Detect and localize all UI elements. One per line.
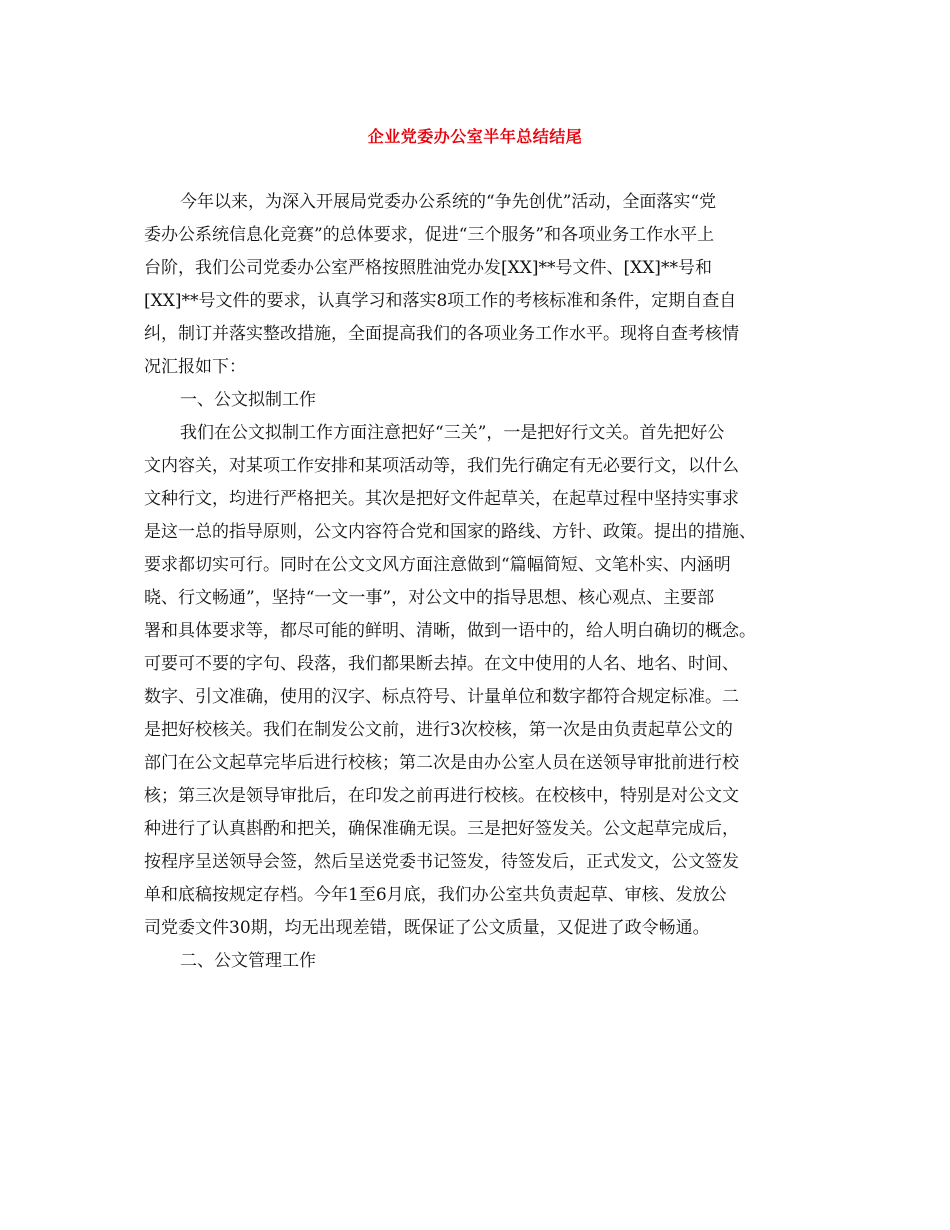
body-text-line: 核；第三次是领导审批后，在印发之前再进行校核。在校核中，特别是对公文文 bbox=[144, 786, 739, 806]
body-text-line: 一、公文拟制工作 bbox=[180, 390, 316, 410]
body-text-line: 文内容关，对某项工作安排和某项活动等，我们先行确定有无必要行文，以什么 bbox=[144, 456, 739, 476]
body-text-line: 我们在公文拟制工作方面注意把好“三关”，一是把好行文关。首先把好公 bbox=[180, 423, 725, 443]
body-text-line: 纠，制订并落实整改措施，全面提高我们的各项业务工作水平。现将自查考核情 bbox=[144, 324, 739, 344]
body-text-line: 单和底稿按规定存档。今年1至6月底，我们办公室共负责起草、审核、发放公 bbox=[144, 885, 727, 905]
body-text-line: 可要可不要的字句、段落，我们都果断去掉。在文中使用的人名、地名、时间、 bbox=[144, 654, 739, 674]
body-text-line: 种进行了认真斟酌和把关，确保准确无误。三是把好签发关。公文起草完成后， bbox=[144, 819, 739, 839]
body-text-line: 晓、行文畅通”，坚持“一文一事”，对公文中的指导思想、核心观点、主要部 bbox=[144, 588, 715, 608]
document-title: 企业党委办公室半年总结结尾 bbox=[367, 127, 583, 146]
body-text-line: 是把好校核关。我们在制发公文前，进行3次校核，第一次是由负责起草公文的 bbox=[144, 720, 733, 740]
body-text-line: 今年以来，为深入开展局党委办公系统的“争先创优”活动，全面落实“党 bbox=[180, 192, 717, 212]
body-text-line: 部门在公文起草完毕后进行校核；第二次是由办公室人员在送领导审批前进行校 bbox=[144, 753, 739, 773]
body-text-line: [XX]**号文件的要求，认真学习和落实8项工作的考核标准和条件，定期自查自 bbox=[144, 291, 737, 311]
body-text-line: 台阶，我们公司党委办公室严格按照胜油党办发[XX]**号文件、[XX]**号和 bbox=[144, 258, 712, 278]
body-text-line: 要求都切实可行。同时在公文文风方面注意做到“篇幅简短、文笔朴实、内涵明 bbox=[144, 555, 731, 575]
body-text-line: 文种行文，均进行严格把关。其次是把好文件起草关，在起草过程中坚持实事求 bbox=[144, 489, 739, 509]
body-text-line: 况汇报如下： bbox=[144, 357, 246, 377]
body-text-line: 数字、引文准确，使用的汉字、标点符号、计量单位和数字都符合规定标准。二 bbox=[144, 687, 739, 707]
body-text-line: 委办公系统信息化竞赛”的总体要求，促进“三个服务”和各项业务工作水平上 bbox=[144, 225, 715, 245]
body-text-line: 二、公文管理工作 bbox=[180, 951, 316, 971]
body-text-line: 是这一总的指导原则，公文内容符合党和国家的路线、方针、政策。提出的措施、 bbox=[144, 522, 756, 542]
body-text-line: 署和具体要求等，都尽可能的鲜明、清晰，做到一语中的，给人明白确切的概念。 bbox=[144, 621, 756, 641]
body-text-line: 司党委文件30期，均无出现差错，既保证了公文质量，又促进了政令畅通。 bbox=[144, 918, 710, 938]
body-text-line: 按程序呈送领导会签，然后呈送党委书记签发，待签发后，正式发文，公文签发 bbox=[144, 852, 739, 872]
document-body bbox=[144, 186, 806, 978]
